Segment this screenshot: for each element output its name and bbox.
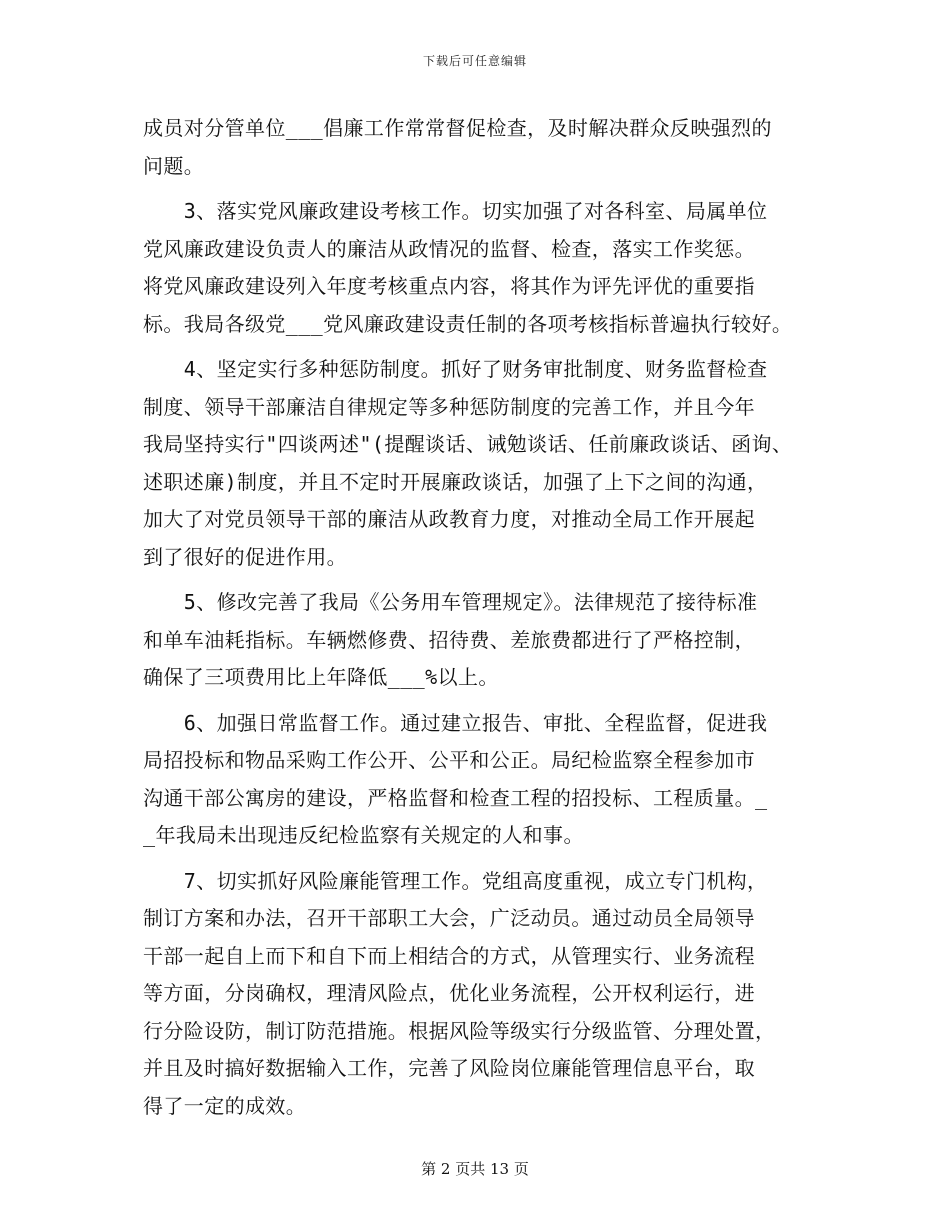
text-line: 局招投标和物品采购工作公开、公平和公正。局纪检监察全程参加市	[143, 748, 755, 772]
text-line: 党风廉政建设负责人的廉洁从政情况的监督、检查，落实工作奖惩。	[143, 236, 755, 261]
page-header: 下载后可任意编辑	[422, 54, 527, 68]
text-line: 等方面，分岗确权，理清风险点，优化业务流程，公开权利运行，进	[143, 981, 755, 1005]
text-line: 制度、领导干部廉洁自律规定等多种惩防制度的完善工作，并且今年	[143, 394, 755, 419]
text-line: 沟通干部公寓房的建设，严格监督和检查工程的招投标、工程质量。_	[143, 785, 768, 810]
text-line: 干部一起自上而下和自下而上相结合的方式，从管理实行、业务流程	[143, 943, 755, 968]
text-line: 将党风廉政建设列入年度考核重点内容，将其作为评先评优的重要指	[143, 274, 755, 298]
text-line: 行分险设防，制订防范措施。根据风险等级实行分级监管、分理处置，	[143, 1018, 776, 1043]
page-number: 第 2 页共 13 页	[421, 1160, 529, 1178]
document-body	[143, 110, 823, 1125]
text-line: 到了很好的促进作用。	[143, 544, 347, 569]
text-line: 成员对分管单位___倡廉工作常常督促检查，及时解决群众反映强烈的	[143, 116, 772, 140]
text-line: 加大了对党员领导干部的廉洁从政教育力度，对推动全局工作开展起	[143, 507, 755, 531]
paragraph	[143, 193, 823, 343]
text-line: _年我局未出现违反纪检监察有关规定的人和事。	[143, 823, 584, 847]
text-line: 4、坚定实行多种惩防制度。抓好了财务审批制度、财务监督检查	[143, 357, 768, 381]
text-line: 问题。	[143, 153, 205, 178]
text-line: 3、落实党风廉政建设考核工作。切实加强了对各科室、局属单位	[143, 199, 768, 223]
text-line: 制订方案和办法，召开干部职工大会，广泛动员。通过动员全局领导	[143, 906, 755, 930]
text-line: 7、切实抓好风险廉能管理工作。党组高度重视，成立专门机构，	[143, 868, 768, 893]
paragraph	[143, 584, 823, 697]
paragraph	[143, 110, 823, 185]
text-line: 确保了三项费用比上年降低___%以上。	[143, 665, 499, 689]
text-line: 述职述廉)制度，并且不定时开展廉政谈话，加强了上下之间的沟通，	[143, 469, 768, 494]
text-line: 标。我局各级党___党风廉政建设责任制的各项考核指标普遍执行较好。	[143, 311, 793, 336]
text-line: 5、修改完善了我局《公务用车管理规定》。法律规范了接待标准	[143, 590, 758, 614]
text-line: 并且及时搞好数据输入工作，完善了风险岗位廉能管理信息平台，取	[143, 1056, 755, 1080]
text-line: 得了一定的成效。	[143, 1093, 307, 1118]
paragraph	[143, 705, 823, 855]
text-line: 我局坚持实行"四谈两述"(提醒谈话、诫勉谈话、任前廉政谈话、函询、	[143, 432, 793, 456]
paragraph	[143, 863, 823, 1126]
text-line: 6、加强日常监督工作。通过建立报告、审批、全程监督，促进我	[143, 710, 768, 735]
paragraph	[143, 351, 823, 576]
text-line: 和单车油耗指标。车辆燃修费、招待费、差旅费都进行了严格控制，	[143, 627, 755, 652]
